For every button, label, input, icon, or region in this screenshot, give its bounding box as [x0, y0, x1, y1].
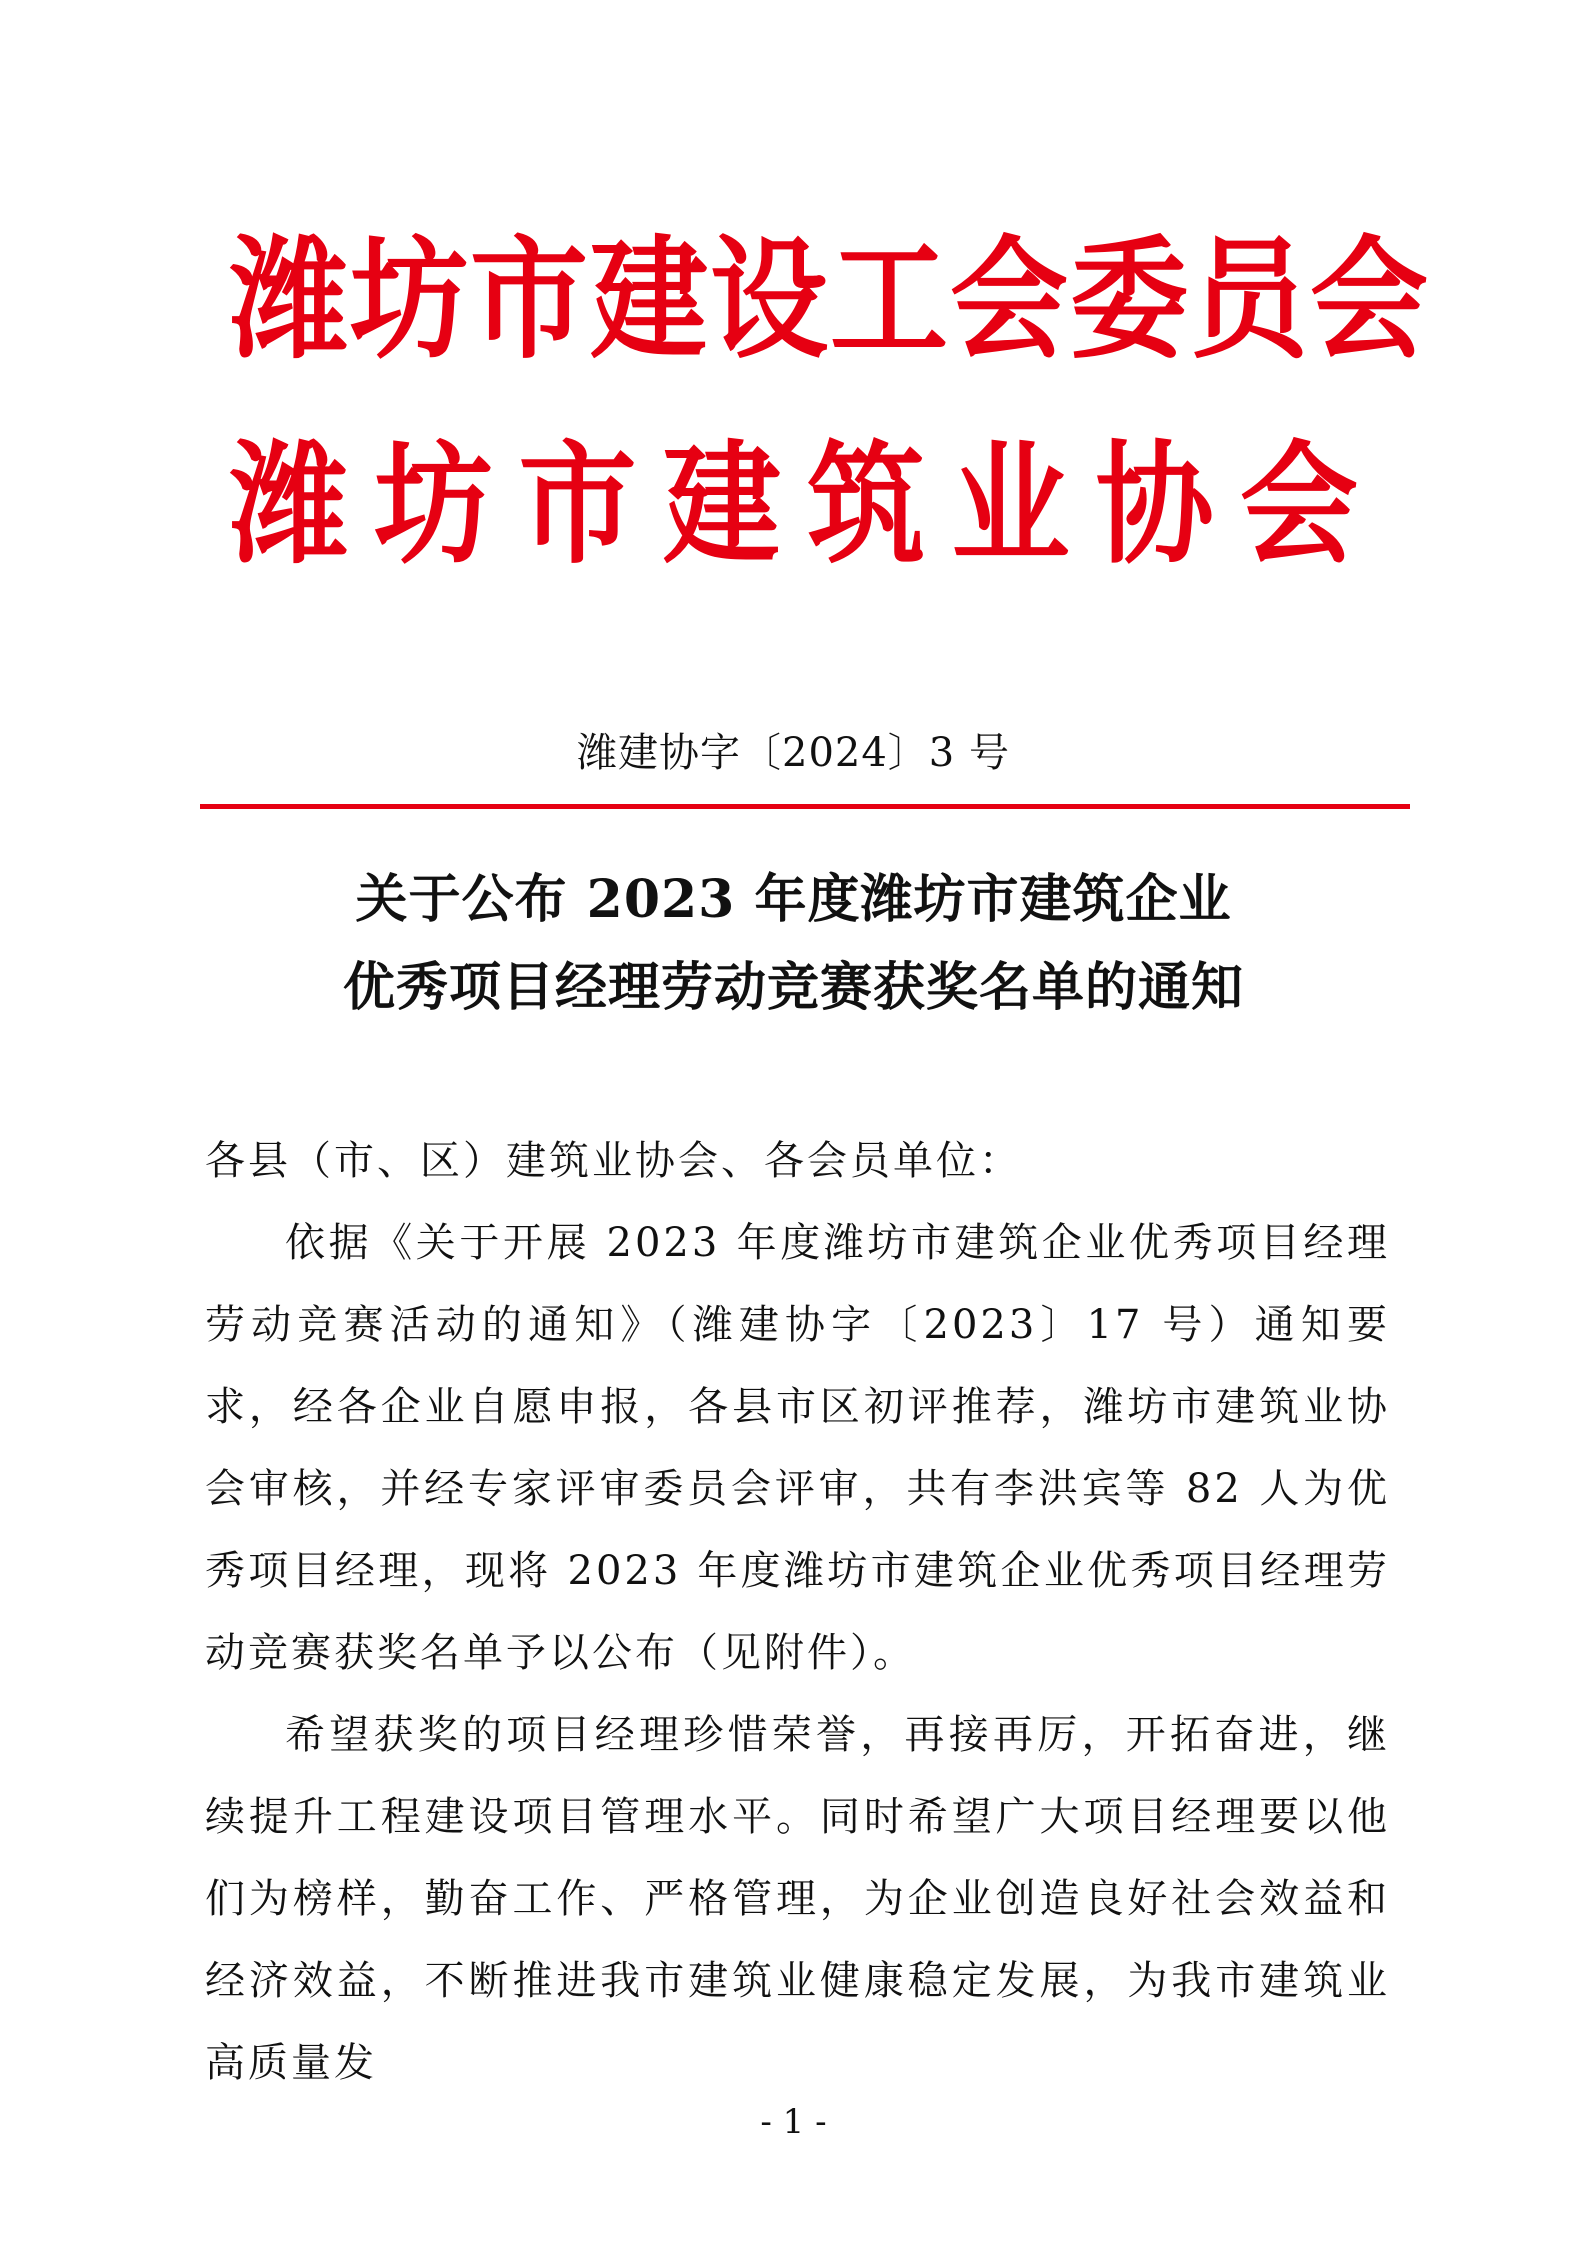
salutation: 各县（市、区）建筑业协会、各会员单位：	[205, 1138, 1022, 1184]
body-paragraph-1: 依据《关于开展 2023 年度潍坊市建筑企业优秀项目经理劳动竞赛活动的通知》（潍建协字〔2023〕17 号）通知要求，经各企业自愿申报，各县市区初评推荐，潍坊市建筑业协会审核，并经专家评审委员会评审，共有李洪宾等 82 人为优秀项目经理，现将 2023 年度潍坊市建筑企业优秀项目经理劳动竞赛获奖名单予以公布（见附件）。	[205, 1220, 1390, 1676]
title-line-1: 关于公布 2023 年度潍坊市建筑企业	[355, 869, 1232, 930]
document-number: 潍建协字〔2024〕3 号	[577, 730, 1010, 776]
body-paragraph-2: 希望获奖的项目经理珍惜荣誉，再接再厉，开拓奋进，继续提升工程建设项目管理水平。同时希望广大项目经理要以他们为榜样，勤奋工作、严格管理，为企业创造良好社会效益和经济效益，不断推进我市建筑业健康稳定发展，为我市建筑业高质量发	[205, 1712, 1390, 2086]
letterhead-line-2: 潍坊市建筑业协会	[230, 427, 1360, 582]
letterhead-line-1: 潍坊市建设工会委员会	[230, 222, 1431, 377]
red-divider	[200, 804, 1410, 809]
page-number: - 1 -	[760, 2102, 827, 2142]
title-line-2: 优秀项目经理劳动竞赛获奖名单的通知	[342, 957, 1244, 1018]
